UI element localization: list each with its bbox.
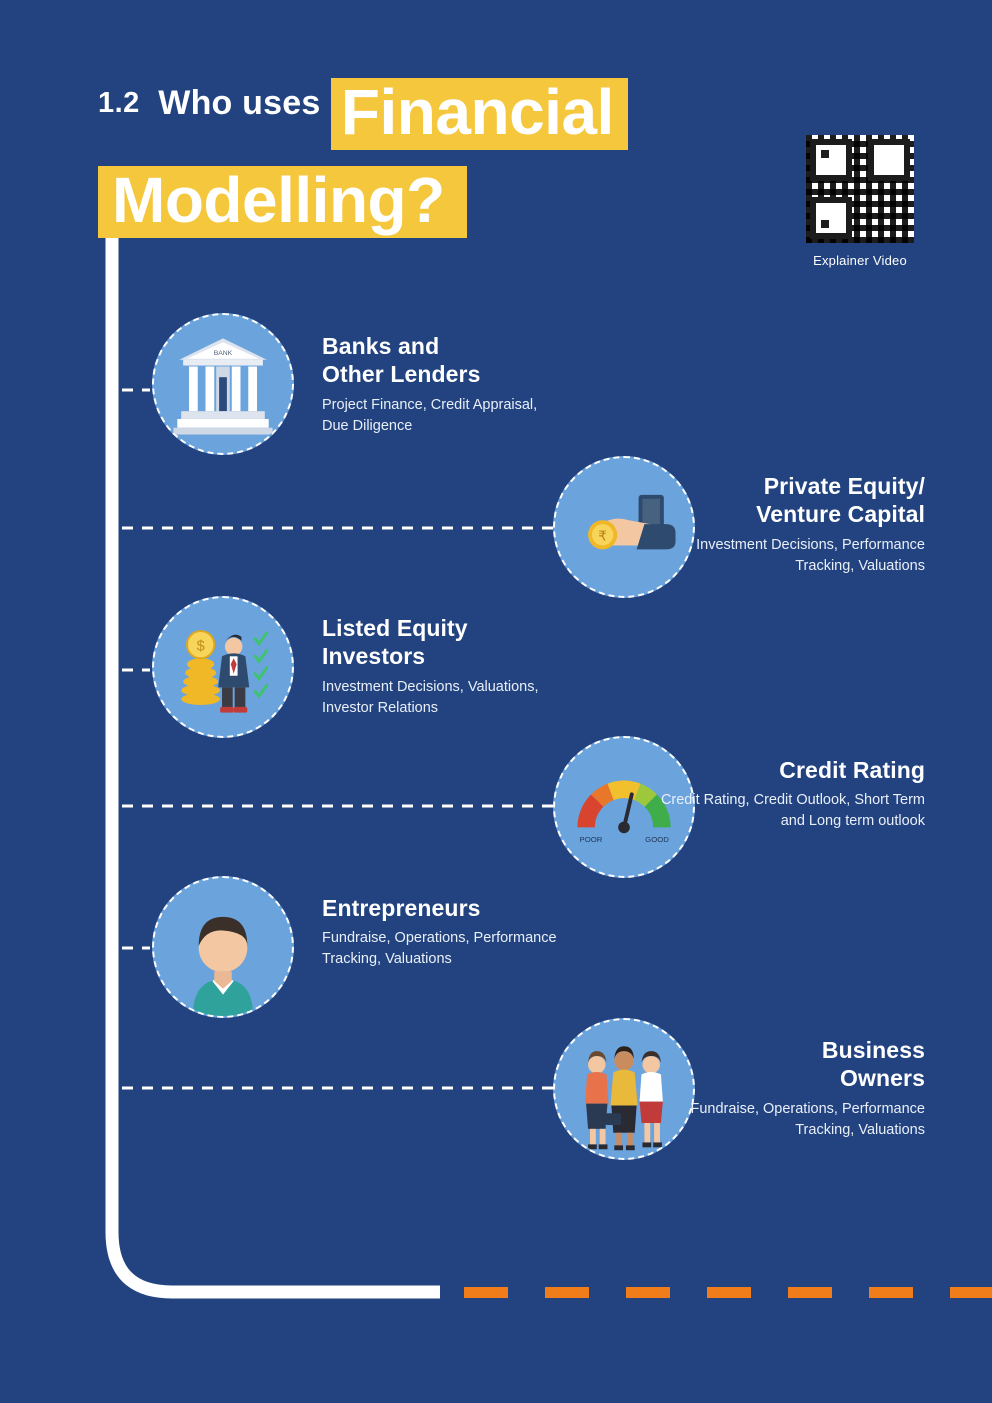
bank-building-icon — [152, 313, 294, 455]
item-title: Credit Rating — [779, 757, 925, 783]
item-title: Entrepreneurs — [322, 895, 481, 921]
investor-with-coins-icon — [152, 596, 294, 738]
dash-segment — [788, 1287, 832, 1298]
item-description: Credit Rating, Credit Outlook, Short Term and Long term outlook — [660, 792, 925, 830]
person-avatar-icon — [152, 876, 294, 1018]
dash-segment — [545, 1287, 589, 1298]
item-description: Investment Decisions, Performance Tracking, Valuations — [696, 536, 925, 574]
section-number: 1.2 — [98, 87, 140, 119]
dash-segment — [869, 1287, 913, 1298]
dash-segment — [707, 1287, 751, 1298]
title-highlight-line1: Financial — [331, 78, 628, 150]
item-title: Private Equity/ Venture Capital — [756, 473, 925, 528]
svg-text:BANK: BANK — [213, 349, 233, 357]
gauge-label-poor: POOR — [579, 834, 603, 844]
item-description: Fundraise, Operations, Performance Tracking, Valuations — [322, 930, 557, 968]
explainer-video-qr[interactable] — [800, 135, 920, 268]
dash-segment — [464, 1287, 508, 1298]
item-description: Fundraise, Operations, Performance Tracking, Valuations — [690, 1100, 925, 1138]
dash-segment — [626, 1287, 670, 1298]
qr-code-icon[interactable] — [806, 135, 914, 243]
qr-caption: Explainer Video — [813, 253, 907, 268]
title-prefix: Who uses — [158, 84, 321, 122]
svg-text:$: $ — [196, 638, 205, 655]
item-title: Business Owners — [821, 1037, 925, 1092]
title-highlight-line2: Modelling? — [98, 166, 467, 238]
dash-segment — [950, 1287, 992, 1298]
item-title: Listed Equity Investors — [322, 615, 468, 670]
gauge-label-good: GOOD — [645, 834, 669, 844]
item-description: Project Finance, Credit Appraisal, Due Diligence — [322, 396, 538, 434]
page-title — [98, 78, 798, 238]
item-title: Banks and Other Lenders — [322, 333, 481, 388]
svg-text:₹: ₹ — [598, 528, 607, 544]
item-description: Investment Decisions, Valuations, Investor Relations — [322, 678, 539, 716]
